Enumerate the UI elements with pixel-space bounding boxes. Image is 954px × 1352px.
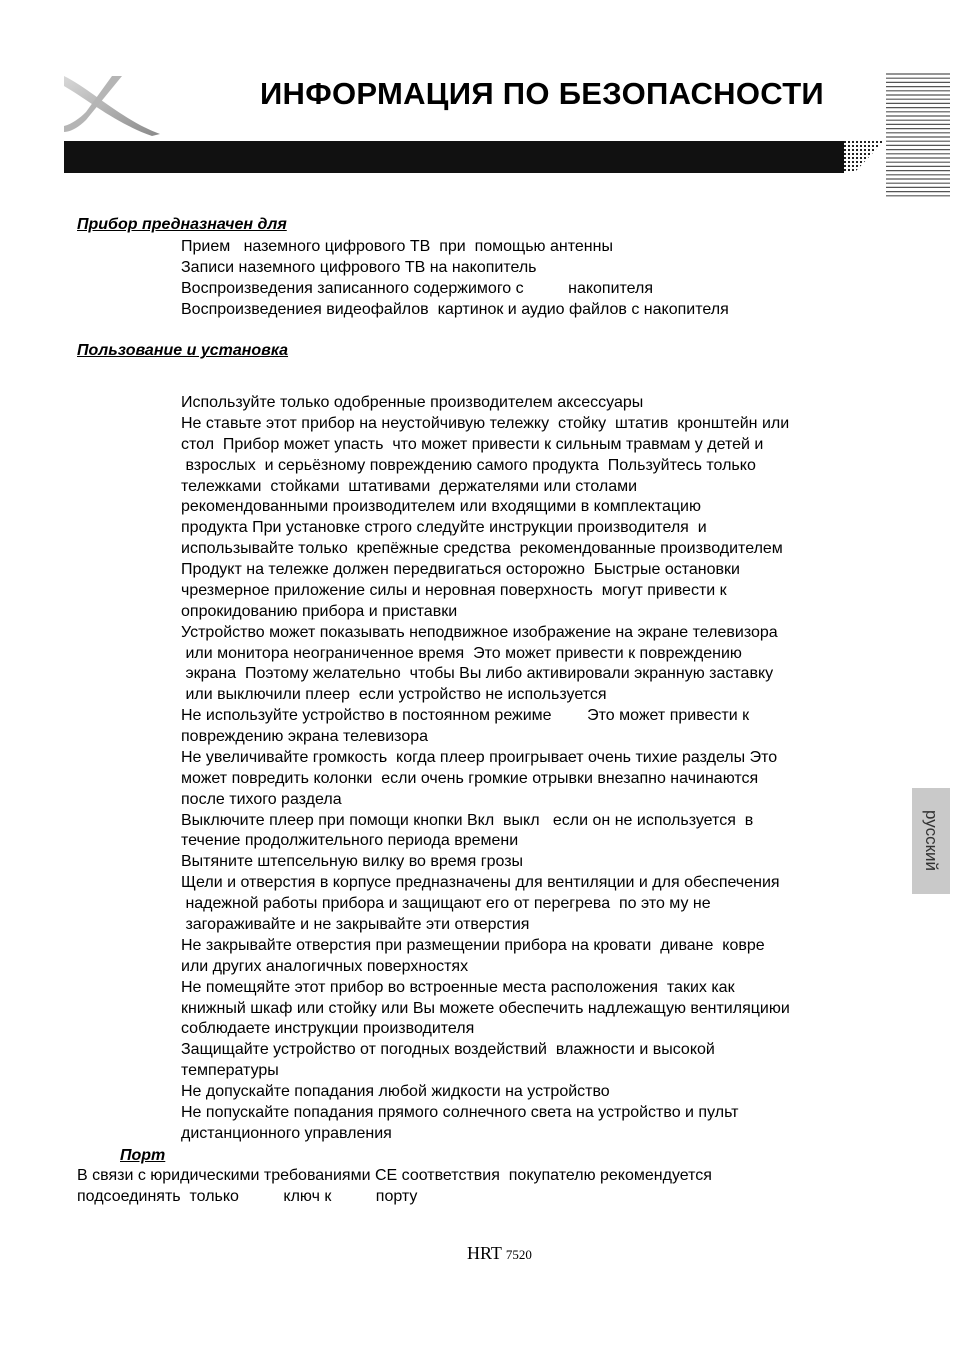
usage-line: загораживайте и не закрывайте эти отверстия bbox=[181, 916, 530, 933]
usage-line: Не попускайте попадания прямого солнечного света на устройство и пульт bbox=[181, 1103, 739, 1121]
purpose-line: Прием наземного цифрового ТВ при помощью антенны bbox=[181, 238, 613, 255]
usage-line: Вытяните штепсельную вилку во время грозы bbox=[181, 853, 524, 871]
usage-line: дистанционного управления bbox=[181, 1124, 392, 1142]
usage-line: Выключите плеер при помощи кнопки Вкл выкл если он не используется в bbox=[181, 811, 754, 829]
usage-line: Устройство может показывать неподвижное изображение на экране телевизора bbox=[181, 623, 778, 641]
footer-model: HRT bbox=[467, 1243, 502, 1263]
usage-line: экрана Поэтому желательно чтобы Вы либо активировали экранную заставку bbox=[181, 665, 774, 683]
usage-line: опрокидованию прибора и приставки bbox=[181, 602, 458, 620]
usage-line: книжный шкаф или стойку или Вы можете обеспечить надлежащую вентиляциюи bbox=[181, 999, 790, 1017]
section-heading-usage: Пользование и установка bbox=[77, 342, 289, 359]
usage-line: после тихого раздела bbox=[181, 790, 342, 808]
usage-line: течение продолжительного периода времени bbox=[181, 832, 519, 850]
usage-line: или других аналогичных поверхностях bbox=[181, 957, 469, 975]
usage-line: соблюдаете инструкции производителя bbox=[181, 1020, 475, 1038]
usage-line: температуры bbox=[181, 1062, 279, 1080]
usage-line: Не закрывайте отверстия при размещении прибора на кровати диване ковре bbox=[181, 936, 765, 954]
usage-line: рекомендованными производителем или входящими в комплектацию bbox=[181, 498, 701, 516]
section-heading-port: Порт bbox=[120, 1147, 166, 1164]
usage-line: чрезмерное приложение силы и неровная поверхность могут привести к bbox=[181, 581, 727, 599]
usage-line: стол Прибор может упасть что может привести к сильным травмам у детей и bbox=[181, 435, 764, 453]
page-footer bbox=[467, 1243, 532, 1264]
purpose-line: Воспроизведениея видеофайлов картинок и аудио файлов с накопителя bbox=[181, 301, 729, 318]
purpose-line: Воспроизведения записанного содержимого с накопителя bbox=[181, 280, 654, 297]
decorative-stripes bbox=[886, 72, 950, 200]
usage-line: Не допускайте попадания любой жидкости на устройство bbox=[181, 1083, 610, 1101]
usage-line: надежной работы прибора и защищают его от перегрева по это му не bbox=[181, 895, 711, 913]
section-heading-purpose: Прибор предназначен для bbox=[77, 216, 287, 233]
usage-line: использывайте только крепёжные средства рекомендованные производителем bbox=[181, 540, 783, 558]
usage-line: Не используйте устройство в постоянном режиме Это может привести к bbox=[181, 707, 750, 725]
usage-line: продукта При установке строго следуйте инструкции производителя и bbox=[181, 519, 707, 537]
usage-line: Используйте только одобренные производителем аксессуары bbox=[181, 394, 644, 411]
usage-line: Не ставьте этот прибор на неустойчивую тележку стойку штатив кронштейн или bbox=[181, 414, 790, 432]
usage-line: может повредить колонки если очень громкие отрывки внезапно начинаются bbox=[181, 769, 759, 787]
language-label: русский bbox=[922, 810, 941, 872]
usage-line: или выключили плеер если устройство не используется bbox=[181, 686, 607, 704]
port-line: В связи с юридическими требованиями CE соответствия покупателю рекомендуется bbox=[77, 1167, 712, 1184]
usage-line: или монитора неограниченное время Это может привести к повреждению bbox=[181, 644, 742, 662]
footer-model-number: 7520 bbox=[505, 1247, 532, 1262]
usage-line: Не помещяйте этот прибор во встроенные места расположения таких как bbox=[181, 978, 735, 996]
usage-line: Щели и отверстия в корпусе предназначены для вентиляции и для обеспечения bbox=[181, 874, 780, 892]
usage-line: Не увеличивайте громкость когда плеер проигрывает очень тихие разделы Это bbox=[181, 748, 778, 766]
usage-line: повреждению экрана телевизора bbox=[181, 728, 429, 746]
purpose-line: Записи наземного цифрового ТВ на накопитель bbox=[181, 259, 537, 276]
language-tab bbox=[912, 788, 950, 894]
usage-line: тележками стойками штативами держателями или столами bbox=[181, 477, 638, 495]
usage-line: взрослых и серьёзному повреждению самого продукта Пользуйтесь только bbox=[181, 456, 756, 474]
port-line: подсоединять только ключ к порту bbox=[77, 1188, 418, 1205]
usage-line: Защищайте устройство от погодных воздействий влажности и высокой bbox=[181, 1041, 715, 1059]
usage-line: Продукт на тележке должен передвигаться осторожно Быстрые остановки bbox=[181, 561, 740, 579]
header-banner-bar bbox=[64, 141, 884, 173]
page-title: ИНФОРМАЦИЯ ПО БЕЗОПАСНОСТИ bbox=[259, 76, 825, 111]
